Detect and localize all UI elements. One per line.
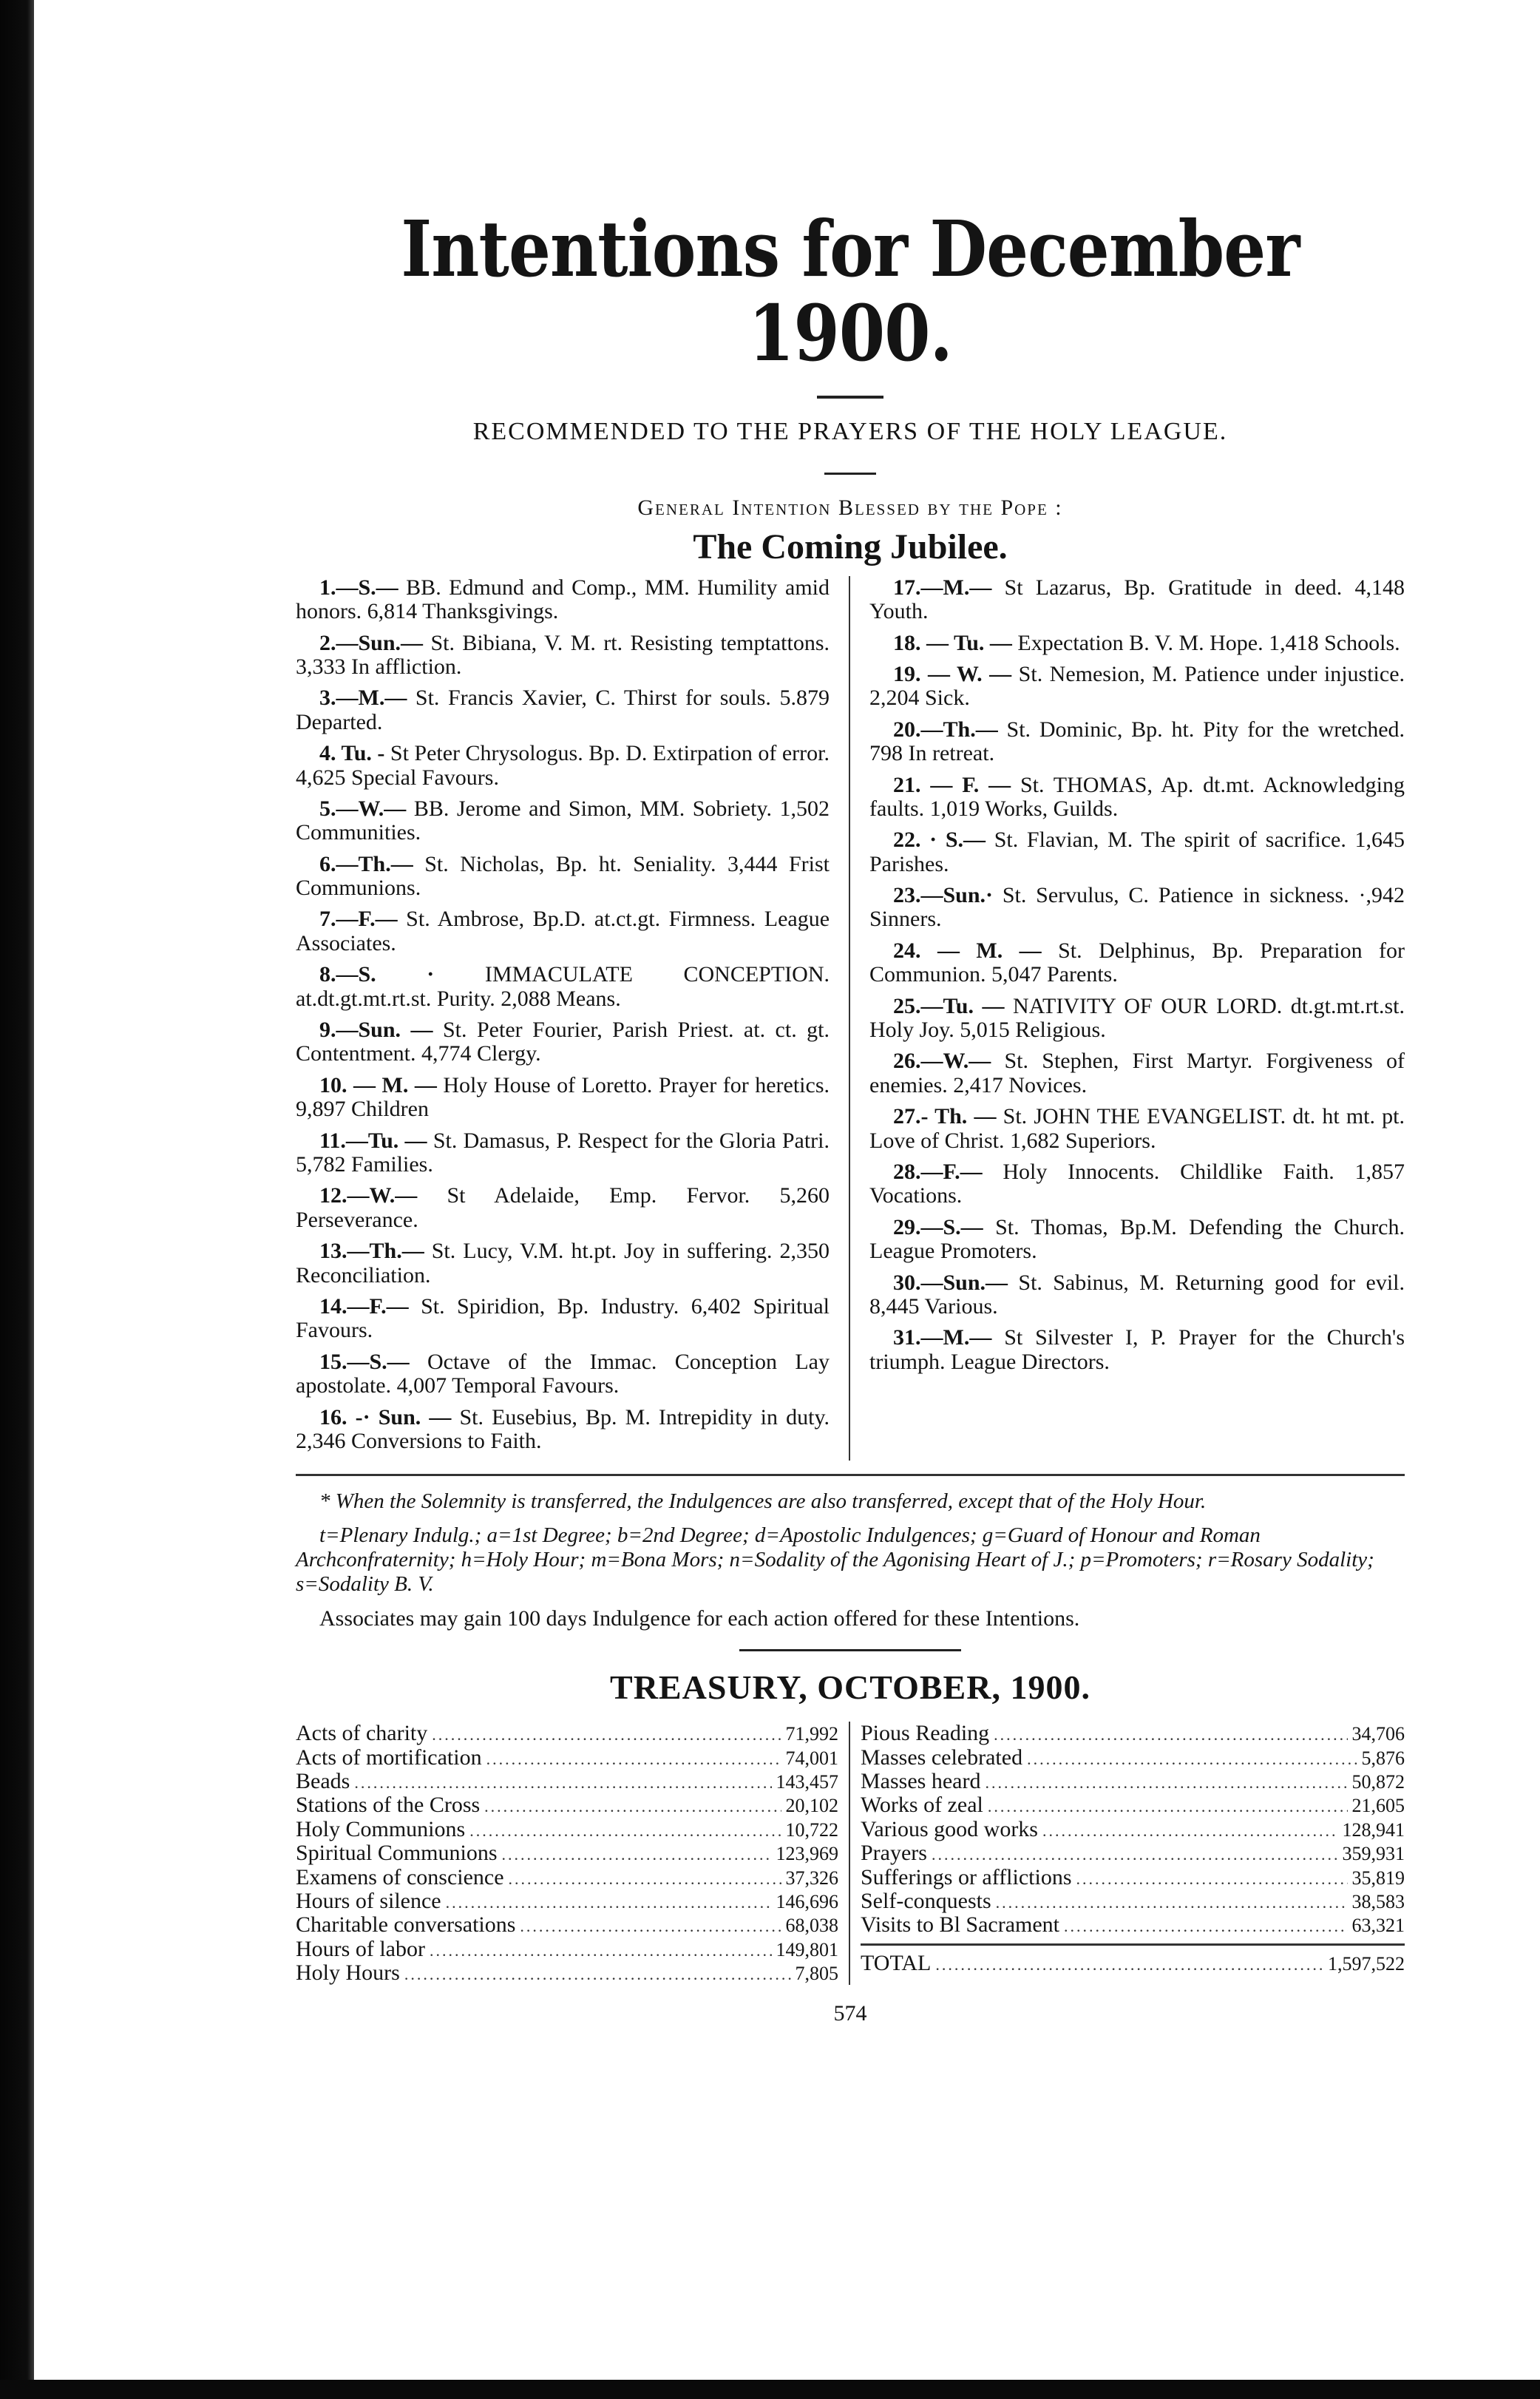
treasury-label: Hours of silence: [296, 1888, 441, 1913]
leader-dots: [404, 1966, 791, 1983]
treasury-label: Various good works: [861, 1816, 1038, 1841]
treasury-value: 123,969: [776, 1843, 838, 1865]
treasury-label: Acts of mortification: [296, 1745, 482, 1770]
treasury-label: Acts of charity: [296, 1721, 428, 1746]
leader-dots: [1064, 1918, 1347, 1935]
intention-day: 8.—S. ·: [319, 962, 435, 987]
general-intention: The Coming Jubilee.: [693, 527, 1008, 566]
treasury-label: Stations of the Cross: [296, 1793, 481, 1818]
treasury-row: [861, 1889, 1405, 1913]
treasury-table: [296, 1722, 1405, 1985]
intention-text: St. Stephen, First Martyr. Forgiveness of enemies. 2,417 Novices.: [869, 1049, 1405, 1097]
intentions-right-column: [850, 576, 1405, 1461]
intention-entry: [296, 686, 830, 734]
intention-day: 5.—W.—: [319, 796, 407, 821]
intention-entry: [869, 1326, 1405, 1374]
treasury-row: [296, 1866, 838, 1889]
intention-text: St. Bibiana, V. M. rt. Resisting temptattons. 3,333 In affliction.: [296, 630, 830, 679]
leader-dots: [996, 1894, 1348, 1912]
treasury-row: [296, 1938, 838, 1961]
intention-day: 1.—S.—: [319, 575, 398, 600]
treasury-value: 34,706: [1351, 1723, 1405, 1745]
treasury-label: Beads: [296, 1768, 350, 1793]
treasury-value: 10,722: [785, 1818, 838, 1841]
intention-day: 3.—M.—: [319, 686, 407, 711]
footnote-solemnity: * When the Solemnity is transferred, the Indulgences are also transferred, except that of the Holy Hour.: [319, 1489, 1207, 1514]
treasury-label: Prayers: [861, 1841, 927, 1866]
intention-day: 9.—Sun. —: [319, 1018, 433, 1043]
leader-dots: [484, 1798, 781, 1816]
intention-text: St. Flavian, M. The spirit of sacrifice. 1,645 Parishes.: [869, 828, 1405, 876]
treasury-value: 21,605: [1351, 1795, 1405, 1817]
intention-day: 13.—Th.—: [319, 1239, 424, 1264]
treasury-value: 50,872: [1351, 1770, 1405, 1793]
intention-entry: [296, 963, 830, 1011]
treasury-label: Hours of labor: [296, 1936, 425, 1961]
intention-text: BB. Edmund and Comp., MM. Humility amid honors. 6,814 Thanksgivings.: [296, 575, 830, 624]
subtitle: RECOMMENDED TO THE PRAYERS OF THE HOLY LEAGUE.: [472, 417, 1228, 445]
intention-day: 20.—Th.—: [893, 717, 998, 742]
intention-day: 21. — F. —: [893, 772, 1011, 797]
total-value: 1,597,522: [1328, 1952, 1405, 1975]
intention-entry: [296, 576, 830, 624]
treasury-row: [296, 1770, 838, 1793]
intention-text: St Adelaide, Emp. Fervor. 5,260 Perseverance.: [296, 1183, 830, 1232]
treasury-value: 7,805: [795, 1963, 838, 1985]
intention-text: St Peter Chrysologus. Bp. D. Extirpation of error. 4,625 Special Favours.: [296, 741, 830, 790]
treasury-row: [861, 1793, 1405, 1817]
intention-entry: [296, 907, 830, 955]
general-intention-label: General Intention Blessed by the Pope :: [637, 495, 1063, 520]
leader-dots: [994, 1726, 1347, 1744]
treasury-row: [861, 1818, 1405, 1841]
intention-entry: [296, 797, 830, 845]
associates-note: Associates may gain 100 days Indulgence for each action offered for these Intentions.: [319, 1605, 1080, 1631]
intention-entry: [296, 853, 830, 901]
intention-text: St Silvester I, P. Prayer for the Church's triumph. League Directors.: [869, 1325, 1405, 1374]
intention-text: St. Peter Fourier, Parish Priest. at. ct. gt. Contentment. 4,774 Clergy.: [296, 1018, 830, 1066]
treasury-value: 20,102: [785, 1795, 838, 1817]
treasury-label: Holy Communions: [296, 1816, 466, 1841]
treasury-label: Masses celebrated: [861, 1745, 1023, 1770]
intention-entry: [869, 1105, 1405, 1153]
intention-entry: [869, 1271, 1405, 1319]
intention-entry: [296, 1406, 830, 1454]
treasury-value: 359,931: [1342, 1843, 1405, 1865]
intention-day: 7.—F.—: [319, 907, 398, 932]
intention-entry: [869, 1216, 1405, 1264]
intention-day: 29.—S.—: [893, 1214, 983, 1239]
intention-entry: [869, 663, 1405, 711]
treasury-row: [296, 1793, 838, 1817]
intention-day: 23.—Sun.·: [893, 883, 994, 908]
intention-text: St. Dominic, Bp. ht. Pity for the wretched. 798 In retreat.: [869, 717, 1405, 766]
title-divider: [817, 396, 883, 399]
footnote-abbreviations: t=Plenary Indulg.; a=1st Degree; b=2nd Degree; d=Apostolic Indulgences; g=Guard of Honour and Roman Archconfraternity; h=Holy Hour; m=Bona Mors; n=Sodality of the Agonising Heart of J.; p=Promoters; r=Rosary Sodality; s=Sodality B. V.: [296, 1523, 1374, 1597]
intention-text: St. Sabinus, M. Returning good for evil. 8,445 Various.: [869, 1270, 1405, 1319]
treasury-label: Works of zeal: [861, 1793, 983, 1818]
intention-entry: [869, 884, 1405, 932]
treasury-label: Visits to Bl Sacrament: [861, 1912, 1060, 1938]
intention-text: NATIVITY OF OUR LORD. dt.gt.mt.rt.st. Holy Joy. 5,015 Religious.: [869, 993, 1405, 1043]
treasury-value: 38,583: [1351, 1890, 1405, 1912]
leader-dots: [932, 1846, 1338, 1864]
treasury-label: Masses heard: [861, 1768, 981, 1793]
intention-entry: [869, 995, 1405, 1043]
intention-text: St Lazarus, Bp. Gratitude in deed. 4,148 Youth.: [869, 575, 1405, 624]
intention-entry: [296, 1018, 830, 1066]
leader-dots: [985, 1774, 1347, 1792]
leader-dots: [988, 1798, 1348, 1816]
intention-text: Holy Innocents. Childlike Faith. 1,857 Vocations.: [869, 1159, 1405, 1208]
total-label: TOTAL: [861, 1950, 932, 1975]
intention-text: IMMACULATE CONCEPTION. at.dt.gt.mt.rt.st. Purity. 2,088 Means.: [296, 962, 830, 1011]
treasury-row: [861, 1746, 1405, 1770]
subtitle-divider: [824, 473, 876, 475]
intention-day: 15.—S.—: [319, 1349, 410, 1374]
intention-text: St. Ambrose, Bp.D. at.ct.gt. Firmness. League Associates.: [296, 907, 830, 955]
intention-day: 16. -· Sun. —: [319, 1404, 452, 1429]
intention-text: St. THOMAS, Ap. dt.mt. Acknowledging faults. 1,019 Works, Guilds.: [869, 772, 1405, 821]
intention-day: 25.—Tu. —: [893, 993, 1005, 1018]
leader-dots: [1027, 1750, 1357, 1768]
leader-dots: [1042, 1822, 1338, 1840]
intention-entry: [869, 718, 1405, 766]
treasury-value: 63,321: [1351, 1915, 1405, 1937]
intention-text: BB. Jerome and Simon, MM. Sobriety. 1,502 Communities.: [296, 796, 830, 845]
treasury-value: 37,326: [785, 1867, 838, 1889]
intention-text: Holy House of Loretto. Prayer for heretics. 9,897 Children: [296, 1072, 830, 1122]
treasury-label: Examens of conscience: [296, 1864, 504, 1889]
intention-day: 18. — Tu. —: [893, 630, 1012, 655]
intention-entry: [296, 742, 830, 790]
treasury-row: [861, 1866, 1405, 1889]
intention-entry: [869, 576, 1405, 624]
intention-text: St. Damasus, P. Respect for the Gloria Patri. 5,782 Families.: [296, 1128, 830, 1177]
leader-dots: [469, 1822, 781, 1840]
intention-day: 28.—F.—: [893, 1159, 983, 1184]
intention-text: St. Nicholas, Bp. ht. Seniality. 3,444 Frist Communions.: [296, 851, 830, 901]
intentions-columns: [296, 576, 1405, 1461]
intention-text: St. Spiridion, Bp. Industry. 6,402 Spiritual Favours.: [296, 1293, 830, 1343]
leader-dots: [354, 1774, 771, 1792]
intention-text: St. Nemesion, M. Patience under injustice. 2,204 Sick.: [869, 661, 1405, 711]
intention-text: St. Servulus, C. Patience in sickness. ·,942 Sinners.: [869, 883, 1405, 932]
treasury-row: [296, 1961, 838, 1985]
treasury-right-column: [850, 1722, 1405, 1985]
document-page: [296, 203, 1405, 2026]
notes-divider: [296, 1474, 1405, 1476]
treasury-label: Self-conquests: [861, 1888, 991, 1913]
intention-entry: [869, 774, 1405, 822]
intention-entry: [869, 632, 1405, 655]
intention-day: 14.—F.—: [319, 1293, 409, 1319]
treasury-left-column: [296, 1722, 850, 1985]
scan-border-left: [0, 0, 34, 2399]
leader-dots: [520, 1918, 781, 1935]
leader-dots: [935, 1956, 1323, 1974]
intentions-left-column: [296, 576, 850, 1461]
treasury-value: 143,457: [776, 1770, 838, 1793]
intention-day: 30.—Sun.—: [893, 1270, 1008, 1295]
treasury-value: 149,801: [776, 1938, 838, 1960]
treasury-value: 35,819: [1351, 1867, 1405, 1889]
treasury-label: Holy Hours: [296, 1960, 400, 1986]
leader-dots: [430, 1942, 772, 1960]
intention-day: 17.—M.—: [893, 575, 992, 600]
intention-entry: [296, 1239, 830, 1288]
intention-day: 24. — M. —: [893, 938, 1042, 963]
intention-day: 10. — M. —: [319, 1072, 437, 1097]
leader-dots: [432, 1726, 781, 1744]
treasury-row: [296, 1841, 838, 1865]
intention-text: St. Thomas, Bp.M. Defending the Church. League Promoters.: [869, 1214, 1405, 1264]
treasury-value: 128,941: [1342, 1818, 1405, 1841]
treasury-row: [296, 1722, 838, 1745]
intention-entry: [869, 1160, 1405, 1208]
treasury-label: Spiritual Communions: [296, 1841, 498, 1866]
intention-entry: [296, 1129, 830, 1177]
intention-day: 2.—Sun.—: [319, 630, 424, 655]
page-number: 574: [833, 2001, 867, 2026]
treasury-row: [861, 1770, 1405, 1793]
leader-dots: [486, 1750, 781, 1768]
treasury-row: [296, 1746, 838, 1770]
intention-entry: [869, 828, 1405, 876]
intention-day: 22. · S.—: [893, 828, 986, 853]
treasury-divider: [739, 1649, 961, 1651]
intention-day: 19. — W. —: [893, 661, 1012, 686]
treasury-value: 146,696: [776, 1890, 838, 1912]
treasury-row: [861, 1722, 1405, 1745]
treasury-label: Charitable conversations: [296, 1912, 516, 1938]
treasury-row: [861, 1841, 1405, 1865]
leader-dots: [509, 1870, 781, 1888]
leader-dots: [446, 1894, 772, 1912]
scan-border-bottom: [0, 2380, 1540, 2399]
intention-entry: [296, 1350, 830, 1398]
intention-entry: [296, 1295, 830, 1343]
treasury-label: Pious Reading: [861, 1721, 990, 1746]
intention-day: 4. Tu. -: [319, 741, 385, 766]
intention-entry: [296, 1184, 830, 1232]
treasury-row: [296, 1818, 838, 1841]
intention-day: 31.—M.—: [893, 1325, 992, 1350]
intention-text: St. Lucy, V.M. ht.pt. Joy in suffering. 2,350 Reconciliation.: [296, 1239, 830, 1288]
treasury-row: [861, 1913, 1405, 1937]
leader-dots: [502, 1846, 772, 1864]
intention-text: St. Delphinus, Bp. Preparation for Communion. 5,047 Parents.: [869, 938, 1405, 987]
treasury-value: 71,992: [785, 1723, 838, 1745]
intention-text: St. Francis Xavier, C. Thirst for souls. 5.879 Departed.: [296, 686, 830, 734]
intention-entry: [869, 1049, 1405, 1097]
treasury-row: [296, 1913, 838, 1937]
treasury-label: Sufferings or afflictions: [861, 1864, 1072, 1889]
intention-day: 27.- Th. —: [893, 1104, 997, 1129]
intention-entry: [296, 1074, 830, 1122]
intention-entry: [869, 939, 1405, 987]
treasury-title: TREASURY, OCTOBER, 1900.: [610, 1668, 1090, 1707]
intention-text: Octave of the Immac. Conception Lay apostolate. 4,007 Temporal Favours.: [296, 1349, 830, 1398]
treasury-value: 5,876: [1361, 1747, 1405, 1769]
total-divider: [861, 1943, 1405, 1946]
page-title: Intentions for December 1900.: [401, 203, 1300, 379]
intention-text: St. Eusebius, Bp. M. Intrepidity in duty. 2,346 Conversions to Faith.: [296, 1404, 830, 1453]
intention-text: St. JOHN THE EVANGELIST. dt. ht mt. pt. Love of Christ. 1,682 Superiors.: [869, 1104, 1405, 1153]
intention-day: 11.—Tu. —: [319, 1128, 427, 1153]
intention-day: 6.—Th.—: [319, 851, 413, 876]
intention-day: 12.—W.—: [319, 1183, 418, 1208]
intention-day: 26.—W.—: [893, 1049, 991, 1074]
treasury-total-row: [861, 1952, 1405, 1975]
treasury-row: [296, 1889, 838, 1913]
treasury-value: 68,038: [785, 1915, 838, 1937]
intention-text: Expectation B. V. M. Hope. 1,418 Schools.: [1017, 630, 1400, 655]
treasury-value: 74,001: [785, 1747, 838, 1769]
intention-entry: [296, 632, 830, 680]
leader-dots: [1076, 1870, 1348, 1888]
